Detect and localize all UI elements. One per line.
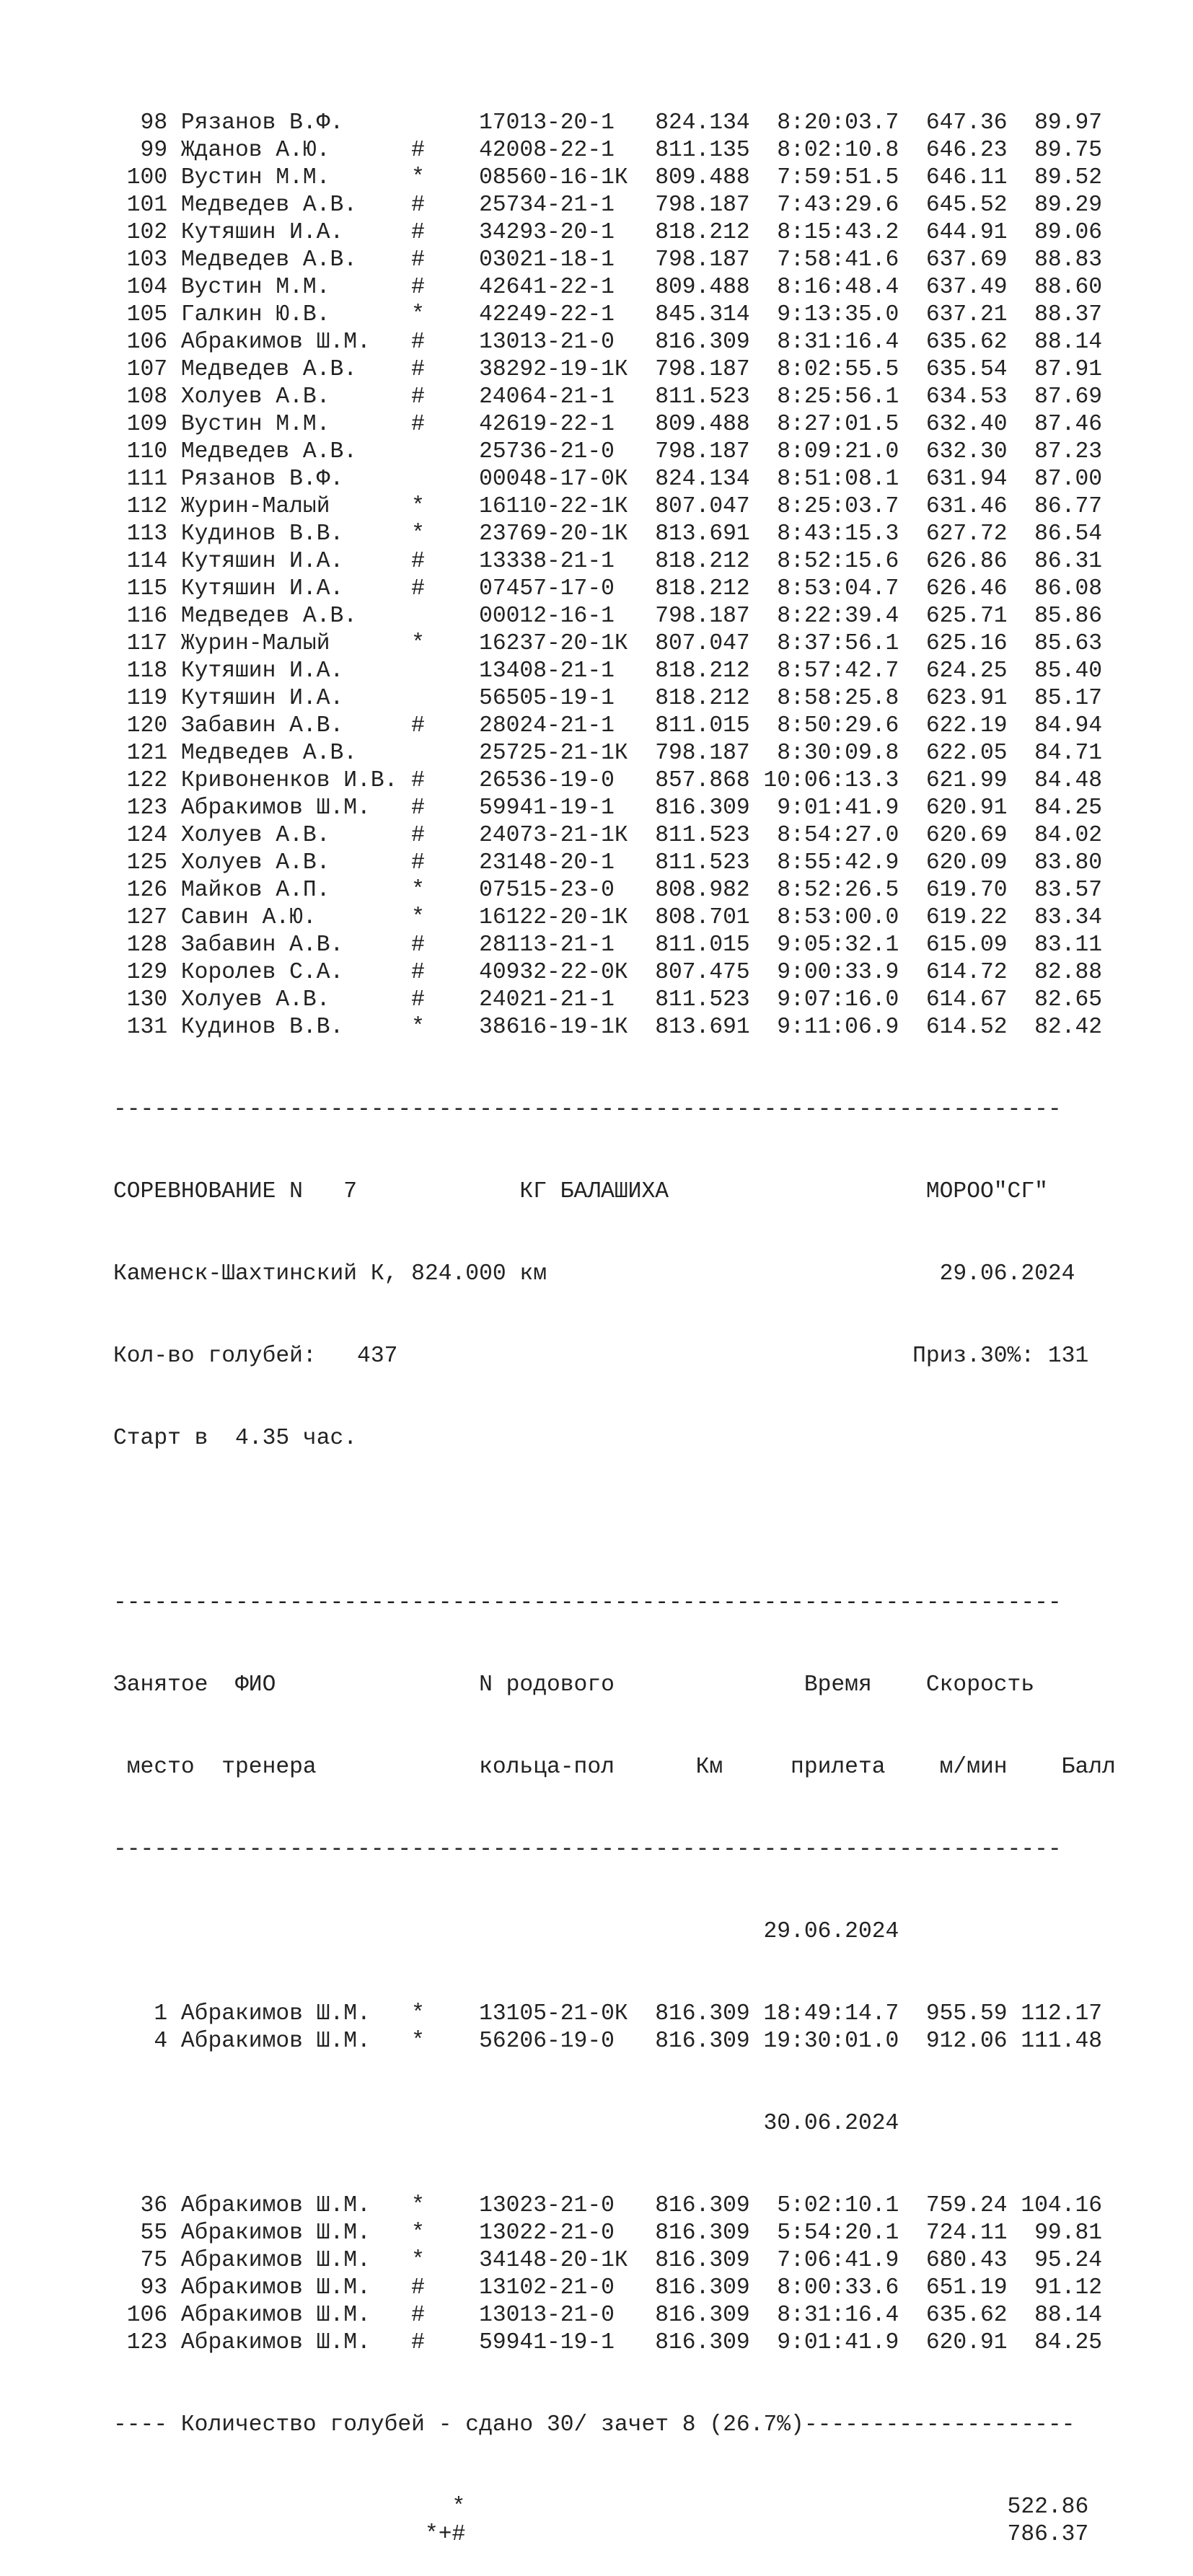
summary-line: ---- Количество голубей - сдано 30/ зачет 8 (26.7%)-------------------- bbox=[113, 2412, 1075, 2438]
table-row: 129 Королев С.А. # 40932-22-0К 807.475 9:00:33.9 614.72 82.88 bbox=[113, 960, 1103, 985]
table-row: 110 Медведев А.В. 25736-21-0 798.187 8:09:21.0 632.30 87.23 bbox=[113, 439, 1103, 464]
table-row: 127 Савин А.Ю. * 16122-20-1К 808.701 8:53:00.0 619.22 83.34 bbox=[113, 905, 1103, 930]
table-row: 108 Холуев А.В. # 24064-21-1 811.523 8:25:56.1 634.53 87.69 bbox=[113, 384, 1103, 410]
table-row: 100 Вустин М.М. * 08560-16-1К 809.488 7:59:51.5 646.11 89.52 bbox=[113, 165, 1103, 190]
table-row: 102 Кутяшин И.А. # 34293-20-1 818.212 8:15:43.2 644.91 89.06 bbox=[113, 220, 1103, 245]
table-row: 123 Абракимов Ш.М. # 59941-19-1 816.309 9:01:41.9 620.91 84.25 bbox=[113, 795, 1103, 821]
table-header-line-1: Занятое ФИО N родового Время Скорость bbox=[113, 1672, 1035, 1698]
table-row: 75 Абракимов Ш.М. * 34148-20-1К 816.309 7:06:41.9 680.43 95.24 bbox=[113, 2248, 1103, 2273]
table-row: 103 Медведев А.В. # 03021-18-1 798.187 7:58:41.6 637.69 88.83 bbox=[113, 247, 1103, 273]
table-row: 118 Кутяшин И.А. 13408-21-1 818.212 8:57:42.7 624.25 85.40 bbox=[113, 658, 1103, 684]
competition-start-line: Старт в 4.35 час. bbox=[113, 1426, 358, 1451]
total-row: * 522.86 bbox=[113, 2495, 1089, 2520]
table-row: 99 Жданов А.Ю. # 42008-22-1 811.135 8:02:10.8 646.23 89.75 bbox=[113, 138, 1103, 163]
separator-line: ---------------------------------------------------------------------- bbox=[113, 1837, 1062, 1862]
table-row: 93 Абракимов Ш.М. # 13102-21-0 816.309 8:00:33.6 651.19 91.12 bbox=[113, 2275, 1103, 2301]
table-row: 119 Кутяшин И.А. 56505-19-1 818.212 8:58:25.8 623.91 85.17 bbox=[113, 686, 1103, 711]
blank-line bbox=[113, 1507, 1116, 1535]
table-row: 36 Абракимов Ш.М. * 13023-21-0 816.309 5:02:10.1 759.24 104.16 bbox=[113, 2193, 1103, 2218]
separator-line: ---------------------------------------------------------------------- bbox=[113, 1097, 1062, 1122]
table-row: 109 Вустин М.М. # 42619-22-1 809.488 8:27:01.5 632.40 87.46 bbox=[113, 412, 1103, 437]
table-row: 112 Журин-Малый * 16110-22-1К 807.047 8:25:03.7 631.46 86.77 bbox=[113, 494, 1103, 519]
competition-title-line: СОРЕВНОВАНИЕ N 7 КГ БАЛАШИХА МОРОО"СГ" bbox=[113, 1179, 1048, 1204]
table-row: 125 Холуев А.В. # 23148-20-1 811.523 8:55:42.9 620.09 83.80 bbox=[113, 850, 1103, 875]
table-row: 106 Абракимов Ш.М. # 13013-21-0 816.309 8:31:16.4 635.62 88.14 bbox=[113, 2303, 1103, 2328]
table-row: 113 Кудинов В.В. * 23769-20-1К 813.691 8:43:15.3 627.72 86.54 bbox=[113, 521, 1103, 547]
table-row: 111 Рязанов В.Ф. 00048-17-0К 824.134 8:51:08.1 631.94 87.00 bbox=[113, 467, 1103, 492]
table-row: 1 Абракимов Ш.М. * 13105-21-0К 816.309 18:49:14.7 955.59 112.17 bbox=[113, 2001, 1103, 2026]
table-row: 107 Медведев А.В. # 38292-19-1К 798.187 8:02:55.5 635.54 87.91 bbox=[113, 357, 1103, 382]
date-heading: 29.06.2024 bbox=[113, 1919, 899, 1944]
table-row: 101 Медведев А.В. # 25734-21-1 798.187 7:43:29.6 645.52 89.29 bbox=[113, 193, 1103, 218]
table-row: 121 Медведев А.В. 25725-21-1К 798.187 8:30:09.8 622.05 84.71 bbox=[113, 741, 1103, 766]
totals-block bbox=[113, 2494, 1116, 2549]
date-heading: 30.06.2024 bbox=[113, 2111, 899, 2136]
competition-route-line: Каменск-Шахтинский К, 824.000 км 29.06.2024 bbox=[113, 1261, 1075, 1287]
results-day-2 bbox=[113, 2192, 1116, 2357]
results-day-1 bbox=[113, 2001, 1116, 2055]
separator-line: ---------------------------------------------------------------------- bbox=[113, 1590, 1062, 1615]
table-row: 55 Абракимов Ш.М. * 13022-21-0 816.309 5:54:20.1 724.11 99.81 bbox=[113, 2220, 1103, 2246]
table-row: 131 Кудинов В.В. * 38616-19-1К 813.691 9:11:06.9 614.52 82.42 bbox=[113, 1015, 1103, 1040]
total-row: *+# 786.37 bbox=[113, 2522, 1089, 2547]
competition-count-line: Кол-во голубей: 437 Приз.30%: 131 bbox=[113, 1344, 1089, 1369]
table-row: 126 Майков А.П. * 07515-23-0 808.982 8:52:26.5 619.70 83.57 bbox=[113, 878, 1103, 903]
table-row: 128 Забавин А.В. # 28113-21-1 811.015 9:05:32.1 615.09 83.11 bbox=[113, 932, 1103, 958]
table-row: 122 Кривоненков И.В. # 26536-19-0 857.868 10:06:13.3 621.99 84.48 bbox=[113, 768, 1103, 793]
table-row: 117 Журин-Малый * 16237-20-1К 807.047 8:37:56.1 625.16 85.63 bbox=[113, 631, 1103, 656]
table-row: 4 Абракимов Ш.М. * 56206-19-0 816.309 19:30:01.0 912.06 111.48 bbox=[113, 2029, 1103, 2054]
results-table-previous-page bbox=[113, 110, 1116, 1041]
results-document bbox=[113, 55, 1116, 2576]
table-row: 130 Холуев А.В. # 24021-21-1 811.523 9:07:16.0 614.67 82.65 bbox=[113, 987, 1103, 1013]
table-row: 114 Кутяшин И.А. # 13338-21-1 818.212 8:52:15.6 626.86 86.31 bbox=[113, 549, 1103, 574]
table-row: 105 Галкин Ю.В. * 42249-22-1 845.314 9:13:35.0 637.21 88.37 bbox=[113, 302, 1103, 327]
table-row: 124 Холуев А.В. # 24073-21-1К 811.523 8:54:27.0 620.69 84.02 bbox=[113, 823, 1103, 848]
table-header-line-2: место тренера кольца-пол Км прилета м/мин Балл bbox=[113, 1755, 1116, 1780]
table-row: 98 Рязанов В.Ф. 17013-20-1 824.134 8:20:03.7 647.36 89.97 bbox=[113, 110, 1103, 136]
table-row: 104 Вустин М.М. # 42641-22-1 809.488 8:16:48.4 637.49 88.60 bbox=[113, 275, 1103, 300]
table-row: 115 Кутяшин И.А. # 07457-17-0 818.212 8:53:04.7 626.46 86.08 bbox=[113, 576, 1103, 601]
table-row: 116 Медведев А.В. 00012-16-1 798.187 8:22:39.4 625.71 85.86 bbox=[113, 604, 1103, 629]
table-row: 120 Забавин А.В. # 28024-21-1 811.015 8:50:29.6 622.19 84.94 bbox=[113, 713, 1103, 738]
table-row: 106 Абракимов Ш.М. # 13013-21-0 816.309 8:31:16.4 635.62 88.14 bbox=[113, 330, 1103, 355]
table-row: 123 Абракимов Ш.М. # 59941-19-1 816.309 9:01:41.9 620.91 84.25 bbox=[113, 2330, 1103, 2355]
